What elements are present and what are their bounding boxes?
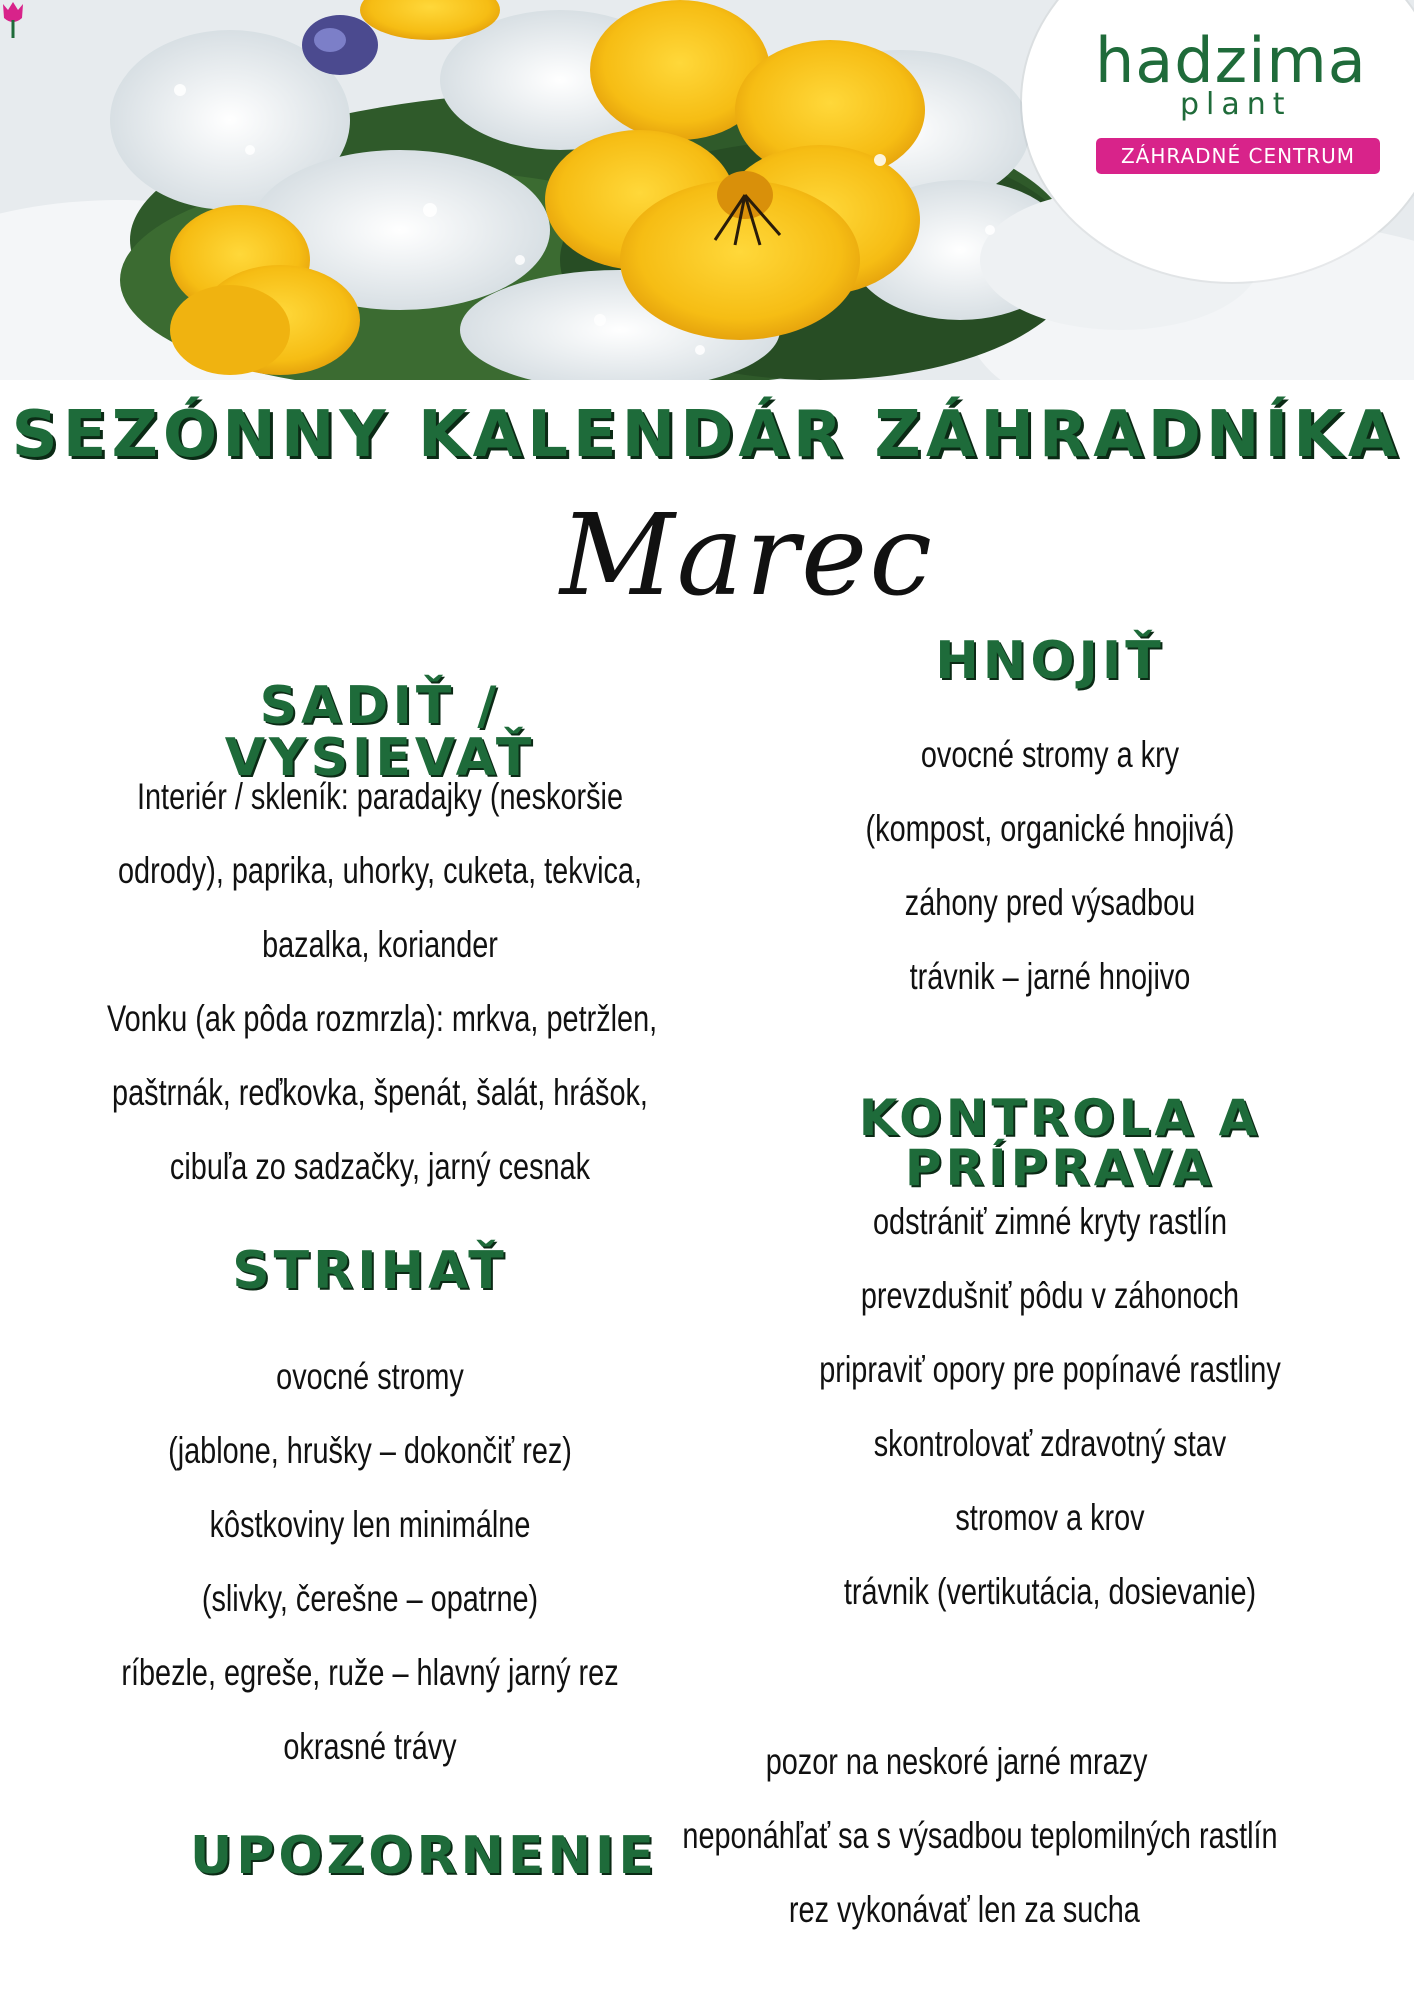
sadit-line: Interiér / skleník: paradajky (neskoršie: [136, 776, 624, 817]
hnojit-line: záhony pred výsadbou: [904, 882, 1196, 923]
upozornenie-line: pozor na neskoré jarné mrazy: [765, 1741, 1148, 1782]
logo-brand: hadzima: [1095, 24, 1367, 97]
heading-strihat: STRIHAŤ: [232, 1241, 508, 1301]
heading-hnojit: HNOJIŤ: [935, 631, 1165, 691]
kontrola-line: prevzdušniť pôdu v záhonoch: [860, 1275, 1240, 1316]
upozornenie-list: [652, 1725, 1307, 1947]
heading-sadit: SADIŤ / VYSIEVAŤ: [224, 676, 536, 788]
kontrola-list: [777, 1185, 1323, 1629]
strihat-line: ríbezle, egreše, ruže – hlavný jarný rez: [121, 1652, 619, 1693]
month-title: Marec: [560, 491, 934, 621]
hnojit-list: [785, 718, 1315, 1014]
strihat-line: (slivky, čerešne – opatrne): [201, 1578, 539, 1619]
strihat-line: (jablone, hrušky – dokončiť rez): [168, 1430, 572, 1471]
heading-kontrola: KONTROLA A PRÍPRAVA: [858, 1089, 1262, 1197]
sadit-list: [107, 760, 658, 1204]
tulip-icon: [0, 0, 26, 40]
upozornenie-line: neponáhľať sa s výsadbou teplomilných rastlín: [682, 1815, 1278, 1856]
sadit-line: odrody), paprika, uhorky, cuketa, tekvica,: [117, 850, 643, 891]
hnojit-line: ovocné stromy a kry: [920, 734, 1180, 775]
heading-upozornenie: UPOZORNENIE: [190, 1826, 658, 1886]
sadit-line: Vonku (ak pôda rozmrzla): mrkva, petržlen,: [107, 998, 658, 1039]
hnojit-line: (kompost, organické hnojivá): [865, 808, 1235, 849]
logo-badge: ZÁHRADNÉ CENTRUM: [1096, 138, 1380, 174]
sadit-line: cibuľa zo sadzačky, jarný cesnak: [169, 1146, 591, 1187]
sadit-line: bazalka, koriander: [262, 924, 498, 965]
logo-sub: plant: [1180, 87, 1292, 122]
header-photo: [0, 0, 1414, 380]
kontrola-line: pripraviť opory pre popínavé rastliny: [819, 1349, 1281, 1390]
upozornenie-line: rez vykonávať len za sucha: [788, 1889, 1140, 1930]
kontrola-line: stromov a krov: [955, 1497, 1145, 1538]
page-title: SEZÓNNY KALENDÁR ZÁHRADNÍKA: [11, 398, 1403, 472]
strihat-line: okrasné trávy: [283, 1726, 457, 1767]
strihat-line: kôstkoviny len minimálne: [209, 1504, 531, 1545]
strihat-line: ovocné stromy: [276, 1356, 464, 1397]
kontrola-line: odstrániť zimné kryty rastlín: [872, 1201, 1228, 1242]
kontrola-line: trávnik (vertikutácia, dosievanie): [843, 1571, 1257, 1612]
strihat-list: [105, 1340, 635, 1784]
hnojit-line: trávnik – jarné hnojivo: [909, 956, 1191, 997]
kontrola-line: skontrolovať zdravotný stav: [873, 1423, 1227, 1464]
sadit-line: paštrnák, reďkovka, špenát, šalát, hrášok,: [112, 1072, 648, 1113]
